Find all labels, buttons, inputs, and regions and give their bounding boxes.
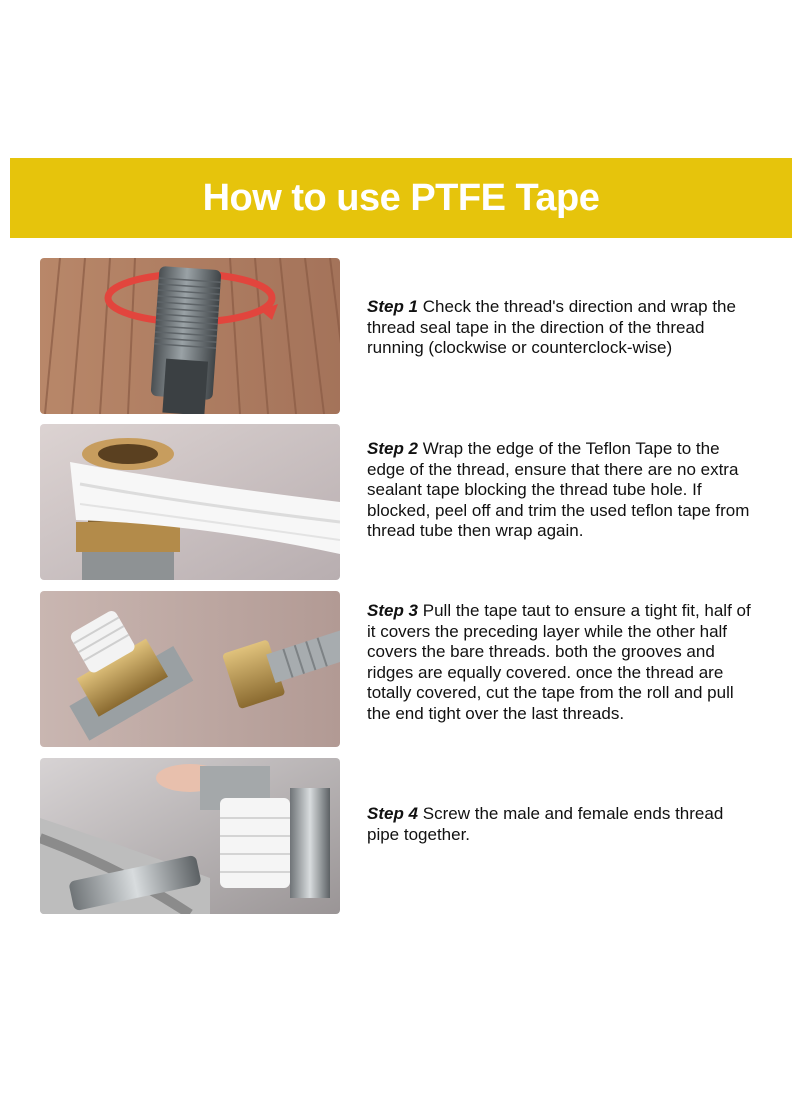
step-1-label: Step 1 bbox=[367, 297, 419, 316]
step-2-label: Step 2 bbox=[367, 439, 419, 458]
step-1-text bbox=[367, 297, 757, 359]
page-title: How to use PTFE Tape bbox=[202, 176, 600, 219]
step-1-photo bbox=[40, 258, 340, 414]
tape-wrapping-icon bbox=[40, 424, 340, 580]
step-2-photo bbox=[40, 424, 340, 580]
step-2-description: Wrap the edge of the Teflon Tape to the edge of the thread, ensure that there are no extra sealant tape blocking the thread tube hole. If blocked, peel off and trim the used teflon tape from thread tube then wrap again. bbox=[367, 439, 750, 540]
step-1-description: Check the thread's direction and wrap the thread seal tape in the direction of the thread running (clockwise or counterclock-wise) bbox=[367, 297, 736, 357]
pipe-rotation-icon bbox=[40, 258, 340, 414]
step-4-description: Screw the male and female ends thread pipe together. bbox=[367, 804, 724, 844]
step-2-text bbox=[367, 439, 757, 542]
step-3-description: Pull the tape taut to ensure a tight fit, half of it covers the preceding layer while the other half covers the bare threads. both the grooves and ridges are equally covered. once the thread are totally covered, cut the tape from the roll and pull the end tight over the last threads. bbox=[367, 601, 751, 723]
step-3-photo bbox=[40, 591, 340, 747]
step-4-text bbox=[367, 804, 757, 845]
step-4-label: Step 4 bbox=[367, 804, 419, 823]
title-banner bbox=[10, 158, 792, 238]
wrench-icon bbox=[40, 758, 340, 914]
step-3-label: Step 3 bbox=[367, 601, 419, 620]
step-4-photo bbox=[40, 758, 340, 914]
step-3-text bbox=[367, 601, 757, 724]
wrapped-fitting-icon bbox=[40, 591, 340, 747]
